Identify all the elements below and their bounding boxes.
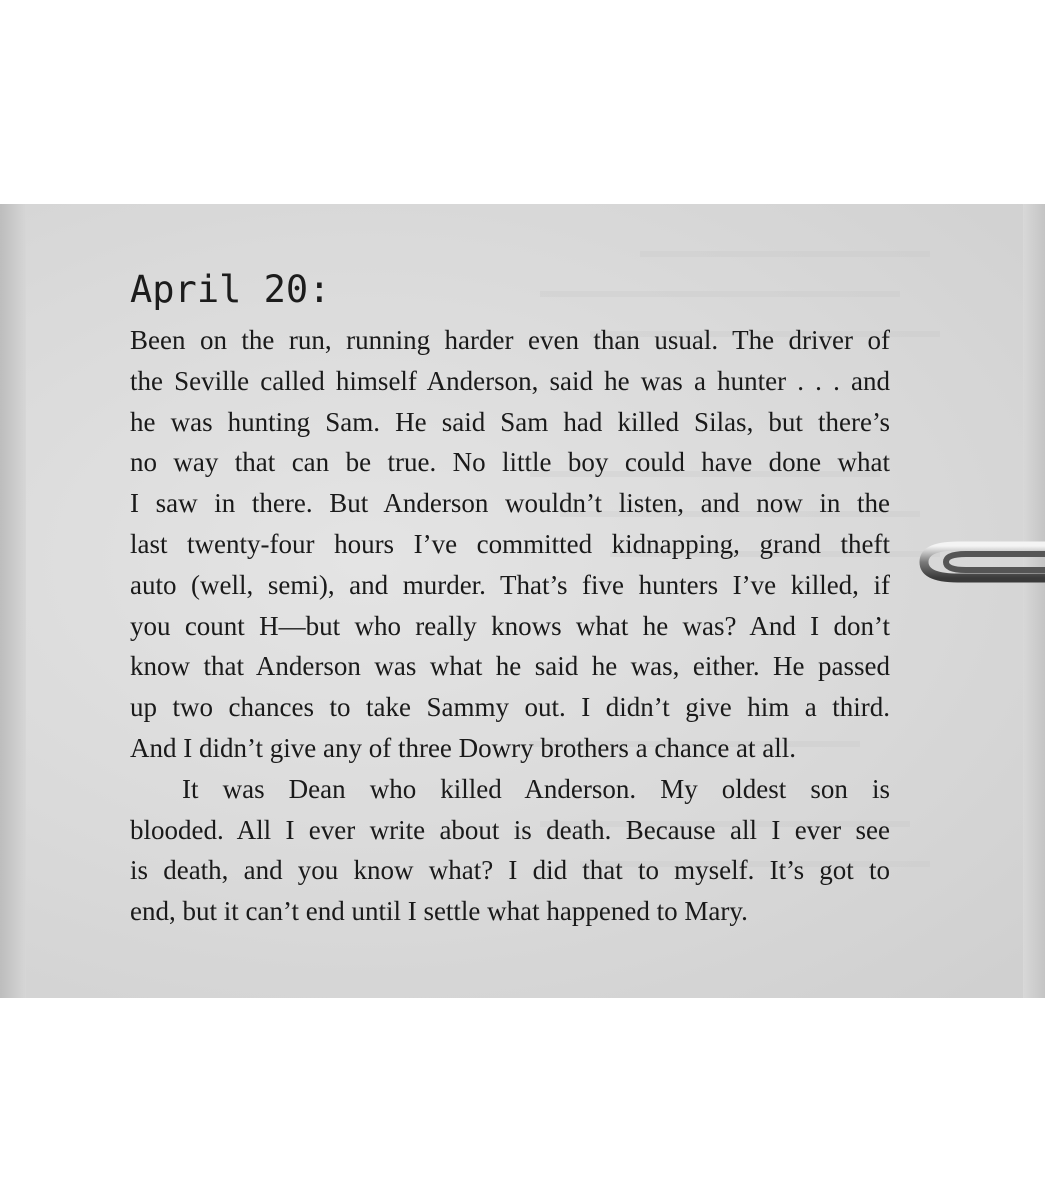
page-edge-right — [1023, 204, 1045, 998]
text-line: last twenty-four hours I’ve committed kidnapping, grand theft — [130, 528, 890, 559]
text-line: no way that can be true. No little boy could have done what — [130, 447, 890, 478]
text-line: Been on the run, running harder even than usual. The driver of — [130, 325, 890, 355]
page-edge-left — [0, 204, 26, 998]
text-line: you count H—but who really knows what he was? And I don’t — [130, 610, 890, 641]
text-line: And I didn’t give any of three Dowry brothers a chance at all. — [130, 732, 797, 763]
text-line: the Seville called himself Anderson, said he was a hunter . . . and — [130, 365, 890, 396]
text-line: is death, and you know what? I did that to myself. It’s got to — [130, 855, 890, 886]
text-line: he was hunting Sam. He said Sam had killed Silas, but there’s — [130, 406, 890, 437]
text-line: I saw in there. But Anderson wouldn’t listen, and now in the — [130, 488, 890, 519]
entry-date-heading: April 20: — [130, 268, 331, 311]
text-line: up two chances to take Sammy out. I didn’t give him a third. — [130, 692, 890, 723]
text-line: know that Anderson was what he said he was, either. He passed — [130, 651, 890, 682]
text-line: end, but it can’t end until I settle what happened to Mary. — [130, 896, 748, 927]
text-line: blooded. All I ever write about is death. Because all I ever see — [130, 814, 890, 845]
text-line: auto (well, semi), and murder. That’s five hunters I’ve killed, if — [130, 569, 890, 600]
paperclip-icon — [918, 536, 1045, 588]
text-line: It was Dean who killed Anderson. My oldest son is — [182, 773, 890, 804]
entry-body — [130, 320, 890, 932]
